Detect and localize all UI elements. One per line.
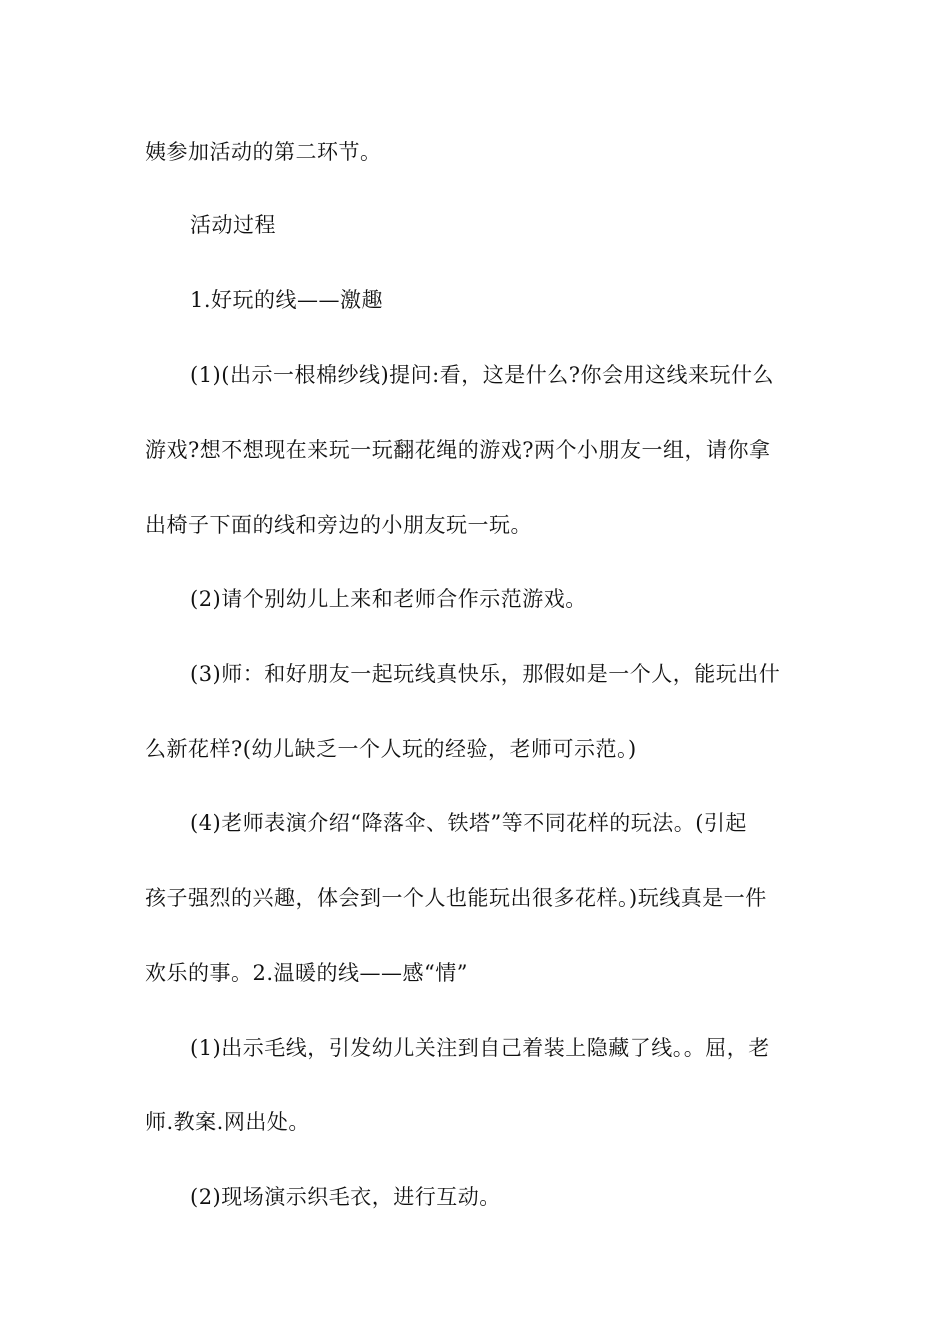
paragraph-line: 师.教案.网出处。	[145, 1110, 310, 1134]
section-heading: 活动过程	[190, 213, 276, 237]
paragraph-line: 姨参加活动的第二环节。	[145, 140, 382, 164]
paragraph-line: 游戏?想不想现在来玩一玩翻花绳的游戏?两个小朋友一组，请你拿	[145, 438, 771, 462]
paragraph-line: (3)师：和好朋友一起玩线真快乐，那假如是一个人，能玩出什	[190, 662, 781, 686]
paragraph-line: (1)(出示一根棉纱线)提问:看，这是什么?你会用这线来玩什么	[190, 363, 774, 387]
paragraph-line: (2)现场演示织毛衣，进行互动。	[190, 1185, 501, 1209]
paragraph-line: (2)请个别幼儿上来和老师合作示范游戏。	[190, 587, 587, 611]
paragraph-line: 么新花样?(幼儿缺乏一个人玩的经验，老师可示范。)	[145, 737, 637, 761]
paragraph-line: (1)出示毛线，引发幼儿关注到自己着装上隐藏了线。。屈，老	[190, 1036, 770, 1060]
paragraph-line: (4)老师表演介绍“降落伞、铁塔”等不同花样的玩法。(引起	[190, 811, 747, 835]
paragraph-line: 欢乐的事。2.温暖的线——感“情”	[145, 961, 469, 985]
paragraph-line: 孩子强烈的兴趣，体会到一个人也能玩出很多花样。)玩线真是一件	[145, 886, 767, 910]
paragraph-line: 出椅子下面的线和旁边的小朋友玩一玩。	[145, 513, 532, 537]
subsection-heading: 1.好玩的线——激趣	[190, 288, 384, 312]
